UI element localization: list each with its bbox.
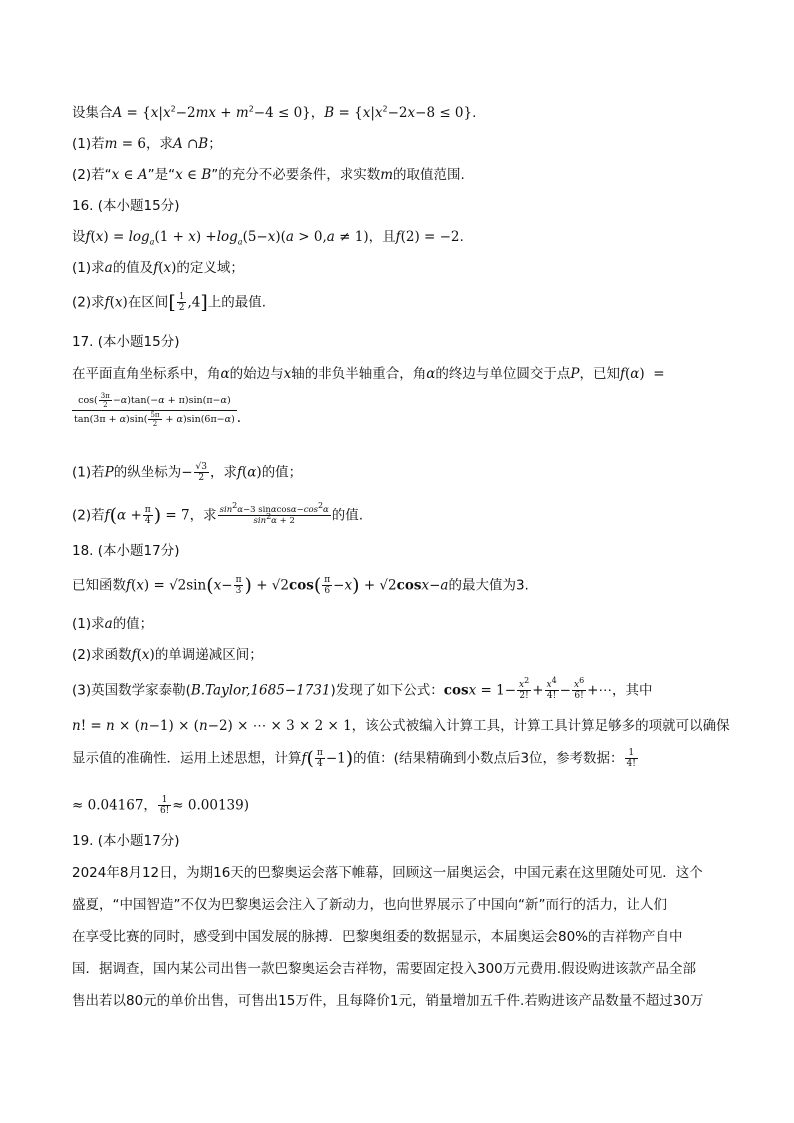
q19-line-4: 国．据调查，国内某公司出售一款巴黎奥运会吉祥物，需要固定投入300万元费用.假设购进该款产品全部 [72,961,697,977]
q18-part1: (1)求a的值； [72,616,154,632]
set-definition: 设集合$A = \{x|x^2-2mx + m^2-4 \le 0\}$，$B = \{x|x^2-2x-8 \le 0\}$. [72,104,477,121]
q17-setup: 在平面直角坐标系中，角α的始边与x轴的非负半轴重合，角α的终边与单位圆交于点P，已知f(α) = [72,366,665,382]
q15-part1: (1)若m = 6，求A ∩B； [72,136,222,152]
q19-line-5: 售出若以80元的单价出售，可售出15万件，且每降价1元，销量增加五千件.若购进该产品数量不超过30万 [72,993,704,1009]
q16-setup: 设$f(x) = \log_a(1 + x) +\log_a(5-x)(a > 0,a \ne 1)$，且f(2) = −2. [72,229,464,247]
q16-heading: 16. (本小题15分) [72,198,180,214]
q15-part2: (2)若“x ∈ A”是“x ∈ B”的充分不必要条件，求实数m的取值范围. [72,167,465,183]
q19-line-3: 在享受比赛的同时，感受到中国发展的脉搏．巴黎奥组委的数据显示，本届奥运会80%的吉祥物产自中 [72,929,683,945]
q19-line-2: 盛夏，“中国智造”不仅为巴黎奥运会注入了新动力，也向世界展示了中国向“新”而行的活力，让人们 [72,897,667,913]
q19-heading: 19. (本小题17分) [72,833,180,849]
q18-heading: 18. (本小题17分) [72,543,180,559]
q18-part3: (3)英国数学家泰勒(B.Taylor,1685−1731)发现了如下公式：cosx = 1− $\frac{x^2}{2!}$ + $\frac{x^4}{4!}$ − $\frac{x^6}{6!}$ +⋯，其中 [72,676,653,701]
q18-reference: ≈ 0.04167， $\frac{1}{6!}$ ≈ 0.00139) [72,795,249,816]
q18-setup: 已知函数f(x) = √2sin(x− $\frac{\pi}{3}$ ) + √2cos( $\frac{\pi}{6}$ −x) + √2cosx−a的最大值为3. [72,574,529,597]
q17-f-fraction: cos( $\frac{3\pi}{2}$ −α)tan(−α + π)sin(π−α) tan(3π + α)sin( $\frac{5\pi}{2}$ + α)sin(6π−α) . [74,392,242,428]
q16-part1: (1)求a的值及f(x)的定义域； [72,260,244,276]
q19-line-1: 2024年8月12日，为期16天的巴黎奥运会落下帷幕，回顾这一届奥运会，中国元素在这里随处可见．这个 [72,865,703,881]
q18-part2: (2)求函数f(x)的单调递减区间； [72,647,263,663]
q17-part2: (2)若f(α + $\frac{\pi}{4}$ ) = 7，求 $\frac{\sin^2\alpha-3 \sin\alpha\cos\alpha-\cos^2\alpha}{\sin^2\alpha + 2}$ 的值. [72,501,364,527]
q18-part3-factorial: n! = n × (n−1) × (n−2) × ⋯ × 3 × 2 × 1，该公式被编入计算工具，计算工具计算足够多的项就可以确保 [72,718,730,734]
q16-part2: (2)求f(x)在区间[ $\frac{1}{2}$ ,4]上的最值. [72,291,267,314]
q18-part3-compute: 显示值的准确性．运用上述思想，计算f( $\frac{\pi}{4}$ −1)的值：(结果精确到小数点后3位，参考数据： $\frac{1}{4!}$ [72,747,636,770]
q17-part1: (1)若P的纵坐标为− $\frac{√3}{2}$ ，求f(α)的值； [72,462,303,483]
q17-heading: 17. (本小题15分) [72,334,180,350]
